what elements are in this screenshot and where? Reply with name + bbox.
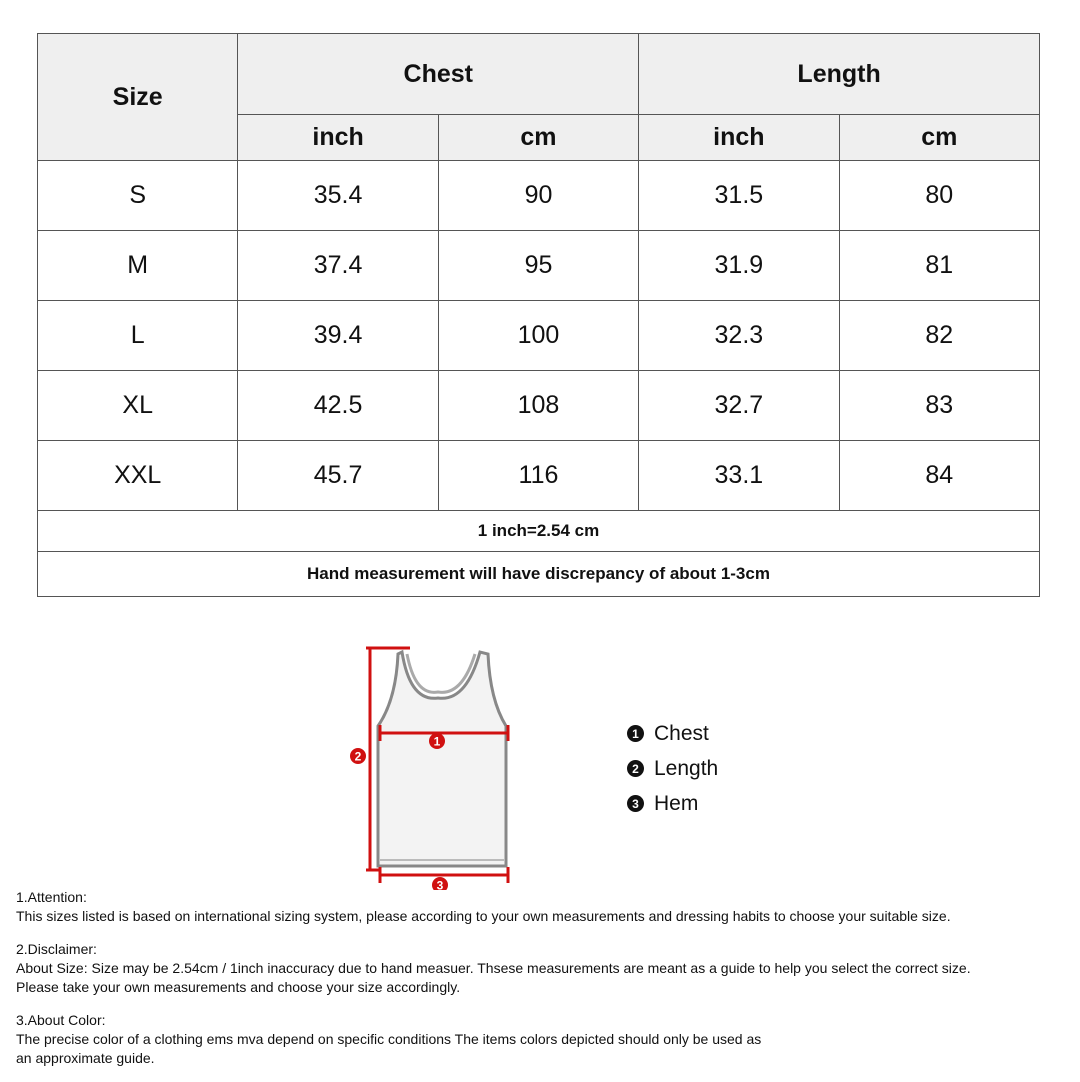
- legend-item-length: [627, 751, 718, 786]
- value-cell: 32.3: [639, 301, 839, 371]
- value-cell: 31.5: [639, 161, 839, 231]
- unit-header: inch: [639, 115, 839, 161]
- legend-number: 3: [627, 795, 644, 812]
- color-note: [16, 1011, 1080, 1068]
- chest-header: Chest: [238, 34, 639, 115]
- value-cell: 45.7: [238, 441, 438, 511]
- value-cell: 37.4: [238, 231, 438, 301]
- value-cell: 32.7: [639, 371, 839, 441]
- conversion-note-row: [38, 511, 1040, 552]
- value-cell: 95: [438, 231, 638, 301]
- table-header-row: [38, 34, 1040, 115]
- discrepancy-note: Hand measurement will have discrepancy of about 1-3cm: [38, 552, 1040, 597]
- legend-item-hem: [627, 786, 718, 821]
- length-header: Length: [639, 34, 1040, 115]
- tank-top-outline: [378, 652, 506, 866]
- unit-header: inch: [238, 115, 438, 161]
- discrepancy-note-row: [38, 552, 1040, 597]
- chest-marker: [429, 733, 445, 749]
- note-line: This sizes listed is based on international sizing system, please according to your own measurements and dressing habits to choose your suitable size.: [16, 908, 951, 924]
- legend-number: 1: [627, 725, 644, 742]
- table-row: [38, 441, 1040, 511]
- value-cell: 100: [438, 301, 638, 371]
- value-cell: 90: [438, 161, 638, 231]
- size-cell: M: [38, 231, 238, 301]
- note-title: 3.About Color:: [16, 1012, 106, 1028]
- note-line: Please take your own measurements and choose your size accordingly.: [16, 979, 461, 995]
- tank-top-diagram: [340, 640, 540, 890]
- svg-text:3: 3: [436, 878, 444, 890]
- value-cell: 81: [839, 231, 1039, 301]
- diagram-legend: [627, 716, 718, 821]
- value-cell: 35.4: [238, 161, 438, 231]
- value-cell: 116: [438, 441, 638, 511]
- size-cell: XXL: [38, 441, 238, 511]
- value-cell: 42.5: [238, 371, 438, 441]
- conversion-note: 1 inch=2.54 cm: [38, 511, 1040, 552]
- attention-note: [16, 888, 1080, 926]
- legend-label: Length: [654, 756, 719, 780]
- legend-number: 2: [627, 760, 644, 777]
- value-cell: 80: [839, 161, 1039, 231]
- unit-header: cm: [438, 115, 638, 161]
- legend-item-chest: [627, 716, 718, 751]
- size-chart-table: [37, 33, 1040, 597]
- note-title: 2.Disclaimer:: [16, 941, 97, 957]
- note-line: About Size: Size may be 2.54cm / 1inch inaccuracy due to hand measuer. Thsese measurements are meant as a guide to help you select the correct size.: [16, 960, 971, 976]
- size-header: Size: [38, 34, 238, 161]
- value-cell: 82: [839, 301, 1039, 371]
- legend-label: Hem: [654, 791, 699, 815]
- note-line: an approximate guide.: [16, 1050, 155, 1066]
- disclaimer-note: [16, 940, 1080, 997]
- value-cell: 31.9: [639, 231, 839, 301]
- unit-header: cm: [839, 115, 1039, 161]
- value-cell: 33.1: [639, 441, 839, 511]
- table-row: [38, 231, 1040, 301]
- note-title: 1.Attention:: [16, 889, 87, 905]
- size-cell: S: [38, 161, 238, 231]
- size-cell: L: [38, 301, 238, 371]
- note-line: The precise color of a clothing ems mva depend on specific conditions The items colors depicted should only be used as: [16, 1031, 762, 1047]
- svg-text:1: 1: [433, 734, 441, 749]
- value-cell: 83: [839, 371, 1039, 441]
- table-row: [38, 161, 1040, 231]
- svg-text:2: 2: [354, 749, 362, 764]
- value-cell: 108: [438, 371, 638, 441]
- value-cell: 39.4: [238, 301, 438, 371]
- table-row: [38, 371, 1040, 441]
- length-marker: [350, 748, 366, 764]
- size-cell: XL: [38, 371, 238, 441]
- notes-section: [16, 888, 1080, 1082]
- legend-label: Chest: [654, 721, 709, 745]
- table-row: [38, 301, 1040, 371]
- value-cell: 84: [839, 441, 1039, 511]
